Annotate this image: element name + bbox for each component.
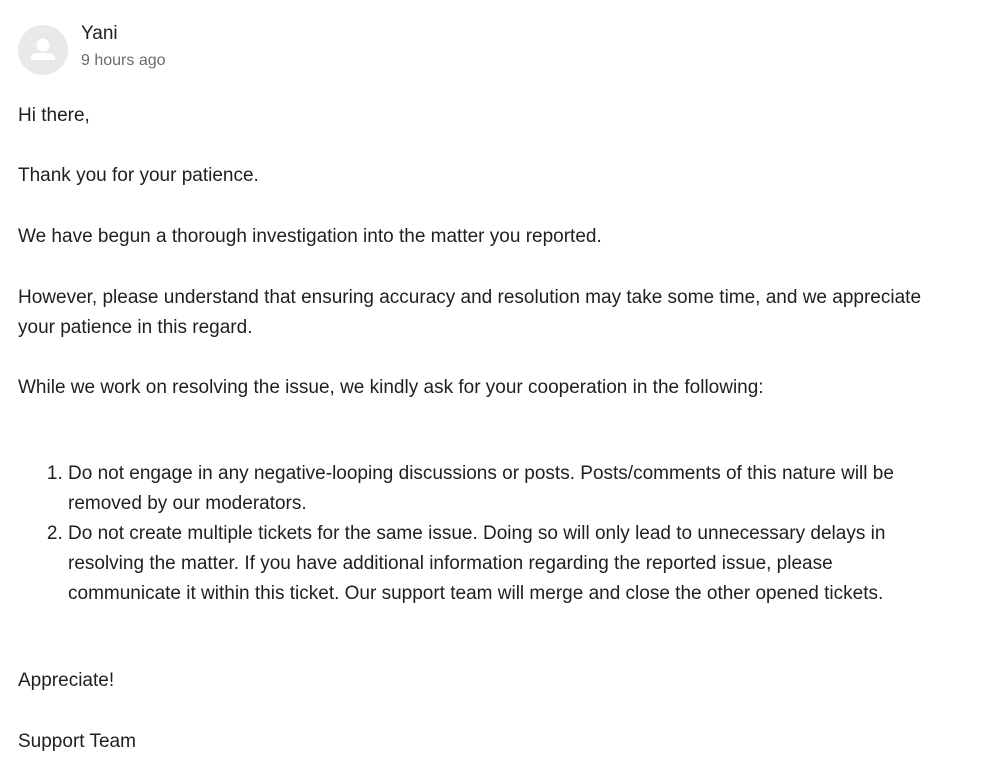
- cooperation-paragraph: While we work on resolving the issue, we kindly ask for your cooperation in the following:: [18, 377, 764, 398]
- closing-text: Appreciate!: [18, 670, 115, 691]
- however-paragraph: However, please understand that ensuring accuracy and resolution may take some time, and we appreciate your patience in this regard.: [18, 287, 922, 338]
- comment-body: [18, 101, 968, 752]
- thanks-paragraph: Thank you for your patience.: [18, 165, 259, 186]
- comment-header: [18, 25, 166, 76]
- cooperation-list: [18, 459, 928, 609]
- investigation-paragraph: We have begun a thorough investigation into the matter you reported.: [18, 226, 602, 247]
- user-avatar-icon: [18, 25, 68, 75]
- signature-text: Support Team: [18, 731, 136, 752]
- comment-meta: [81, 25, 166, 71]
- author-name[interactable]: Yani: [81, 23, 118, 44]
- greeting-text: Hi there,: [18, 105, 90, 126]
- comment-timestamp: 9 hours ago: [81, 52, 166, 69]
- avatar[interactable]: [18, 25, 68, 75]
- list-item: 2. Do not create multiple tickets for the same issue. Doing so will only lead to unnecessary delays in resolving the matter. If you have additional information regarding the reported issue, please communicate it within this ticket. Our support team will merge and close the other opened tickets.: [68, 519, 928, 609]
- list-item: 1. Do not engage in any negative-looping discussions or posts. Posts/comments of this nature will be removed by our moderators.: [68, 459, 928, 519]
